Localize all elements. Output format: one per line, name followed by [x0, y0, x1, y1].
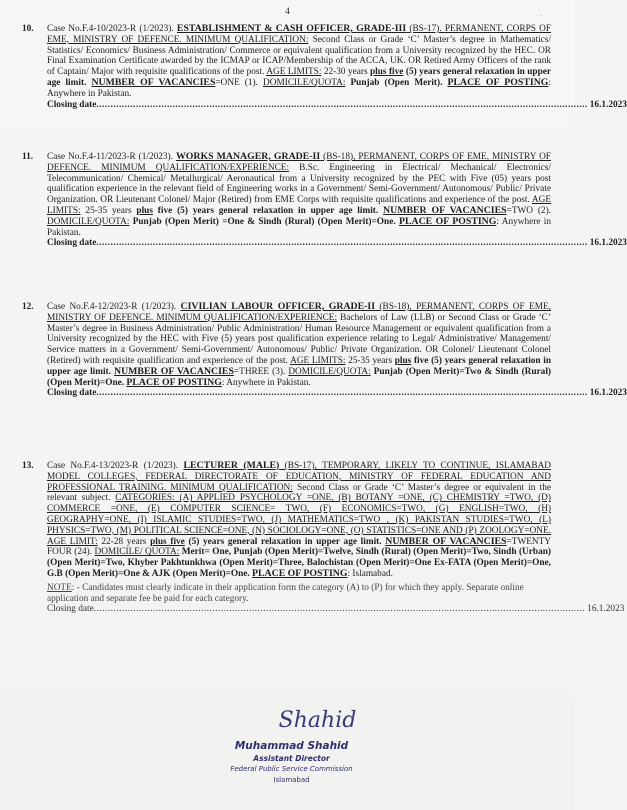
qualification-text: B.Sc. Engineering in Electrical/ Mechanical/ Electronics/ Telecommunication/ Chemical/ Metallurgical/ Aeronautical from a University recognized by the PEC with Five (05) years post qualification experience in the relevant field of Engineering works in a Government/ Semi-Government/ Autonomous/ Public/ Private Organization. OR Lieutenant Colonel/ Major (Retired) from EME Corps with requisite qualifications and experience of the post. — [47, 162, 551, 206]
domicile-label: DOMICILE/ QUOTA: — [94, 547, 180, 558]
signatory-name: Muhammad Shahid — [234, 740, 349, 752]
domicile-text: Punjab (Open Merit) =One & Sindh (Rural) (Open Merit)=One. — [129, 216, 399, 227]
domicile-text: Merit= One, Punjab (Open Merit)=Twelve, Sindh (Rural) (Open Merit)=Two, Sindh (Urban) (Open Merit)=Two, Khyber Pakhtunkhwa (Open Merit)=Three, Balochistan (Open Merit)=One Ex-FATA (Open Merit)=One, G.B (Open Merit)=One & AJK (Open Merit)=One. — [47, 547, 551, 579]
case-number: Case No.F.4-10/2023-R (1/2023). — [47, 24, 177, 34]
posting-label: PLACE OF POSTING — [252, 567, 348, 579]
corner-mark: ˊ — [540, 14, 543, 22]
closing-date-label: Closing date — [47, 99, 97, 110]
posting-label: PLACE OF POSTING — [126, 376, 222, 388]
posting-text: : Anywhere in Pakistan. — [47, 77, 551, 99]
posting-text: : Islamabad. — [347, 568, 393, 579]
vacancies-text: =THREE (3). — [233, 366, 289, 377]
closing-date-row — [47, 238, 627, 249]
case-number: Case No.F.4-13/2023-R (1/2023). — [47, 461, 184, 471]
post-details: (BS-18), PERMANENT, CORPS OF EME, MINISTRY OF DEFENCE. MINIMUM QUALIFICATION/EXPERIENCE: — [47, 152, 551, 173]
case-number: Case No.F.4-11/2023-R (1/2023). — [47, 152, 176, 162]
entry-body — [47, 461, 551, 580]
signatory-office: Federal Public Service Commission — [230, 765, 353, 773]
vacancies-label: NUMBER OF VACANCIES — [114, 365, 234, 377]
closing-date-value: 16.1.2023 — [589, 388, 627, 399]
closing-date-row — [47, 388, 627, 399]
advertisement-entry-12 — [22, 301, 627, 399]
qualification-text: Bachelors of Law (LLB) or Second Class or Grade ‘C’ Master’s degree in Business Administration/ Public Administration/ Human Resource Management or equivalent qualification from a University recognized by the HEC with Five (5) years post qualification experience relating to Legal/ Administrative/ Management/ Service matters in a Government/ Semi-Government/ Autonomous/ Public/ Private Organization. OR Colonel/ Lieutenant Colonel (Retired) with requisite qualification and experience of the post. — [47, 312, 551, 366]
note-label: NOTE — [47, 582, 72, 593]
signatory-designation: Assistant Director — [253, 754, 330, 763]
case-number: Case No.F.4-12/2023-R (1/2023). — [47, 302, 181, 312]
age-limit-label: AGE LIMITS: — [47, 195, 551, 216]
posting-text: : Anywhere in Pakistan. — [47, 216, 551, 238]
closing-date-label: Closing date — [47, 604, 94, 615]
closing-date-row — [47, 604, 625, 615]
vacancies-text: =TWO (2). — [506, 205, 551, 216]
relaxation-text: five (5) years general relaxation in upper age limit. — [47, 355, 552, 377]
entry-body — [47, 24, 551, 100]
advertisement-entry-13 — [22, 460, 625, 615]
closing-date-label: Closing date — [47, 238, 97, 249]
relaxation-text: (5) years general relaxation in upper age limit. — [184, 536, 386, 547]
domicile-text: Punjab (Open Merit). — [345, 77, 448, 88]
plus-five: plus — [136, 205, 153, 216]
leader-dots: .............................................................................................................................................................................. — [96, 388, 588, 399]
posting-label: PLACE OF POSTING — [447, 76, 549, 88]
post-title: ESTABLISHMENT & CASH OFFICER, GRADE-III — [176, 23, 407, 34]
domicile-text: Punjab (Open Merit)=Two & Sindh (Rural) (Open Merit)=One. — [47, 366, 552, 388]
handwritten-signature: Shahid — [278, 708, 357, 733]
post-details: (BS-18), PERMANENT, CORPS OF EME, MINISTRY OF DEFENCE. MINIMUM QUALIFICATION/EXPERIENCE: — [47, 302, 551, 323]
entry-body — [47, 152, 551, 238]
vacancies-text: =TWENTY FOUR (24). — [47, 536, 551, 558]
closing-date-value: 16.1.2023 — [589, 238, 627, 249]
post-details: (BS-17), TEMPORARY, LIKELY TO CONTINUE, ISLAMABAD MODEL COLLEGES, FEDERAL DIRECTORATE OF EDUCATION, MINISTRY OF FEDERAL EDUCATION AND PROFESSIONAL TRAINING. MINIMUM QUALIFICATION: — [47, 461, 551, 493]
qualification-text: Second Class or Grade ‘C’ Master’s degree in Mathematics/ Statistics/ Economics/ Business Administration/ Commerce or equivalent qualification from a University recognized by the HEC. OR Final Examination Certificate awarded by the ICMAP or ICAP/Membership of the ACCA, UK. OR Retired Army Officers of the rank of Captain/ Major with requisite qualifications of the post. — [47, 34, 551, 78]
closing-date-label: Closing date — [47, 388, 97, 399]
vacancies-text: =ONE (1). — [215, 77, 264, 88]
entry-number: 13. — [22, 461, 34, 471]
plus-five: plus five — [150, 536, 185, 547]
leader-dots: .............................................................................................................................................................................. — [96, 238, 588, 249]
post-title: LECTURER (MALE) — [183, 460, 280, 471]
posting-text: : Anywhere in Pakistan. — [221, 377, 311, 388]
post-details: (BS-17). PERMANENT, CORPS OF EME, MINISTRY OF DEFENCE. MINIMUM QUALIFICATION: — [47, 24, 551, 45]
entry-number: 10. — [22, 24, 34, 34]
advertisement-entry-10 — [22, 23, 627, 110]
note-paragraph — [47, 583, 551, 605]
closing-date-row — [47, 99, 627, 111]
qualification-text: Second Class or Grade ‘C’ Master’s degree or equivalent in the relevant subject. — [47, 482, 551, 504]
age-limit-text: 25-35 years — [80, 205, 137, 216]
domicile-label: DOMICILE/QUOTA: — [47, 216, 130, 227]
post-title: WORKS MANAGER, GRADE-II — [175, 151, 321, 162]
age-limit-text: 25-35 years — [345, 355, 395, 366]
closing-date-value: 16.1.2023 — [587, 604, 625, 615]
vacancies-label: NUMBER OF VACANCIES — [383, 204, 507, 216]
vacancies-label: NUMBER OF VACANCIES — [91, 76, 216, 88]
leader-dots: .............................................................................................................................................................................. — [93, 604, 586, 615]
domicile-label: DOMICILE/QUOTA: — [263, 77, 346, 88]
vacancies-label: NUMBER OF VACANCIES — [385, 535, 507, 547]
age-limit-label: AGE LIMITS: — [290, 355, 346, 366]
categories-text: CATEGORIES: (A) APPLIED PSYCHOLOGY =ONE, (B) BOTANY =ONE, (C) CHEMISTRY =TWO, (D) COMMERCE =ONE, (E) COMPUTER SCIENCE= TWO, (F) ECONOMICS=TWO, (G) ENGLISH=TWO, (H) GEOGRAPHY=ONE, (I) ISLAMIC STUDIES=TWO, (J) MATHEMATICS=TWO , (K) PAKISTAN STUDIES=TWO, (L) PHYSICS=TWO, (M) POLITICAL SCIENCE=ONE, (N) SOCIOLOGY=ONE, (O) STATISTICS=ONE AND (P) ZOOLOGY=ONE. — [47, 493, 551, 536]
posting-label: PLACE OF POSTING — [398, 215, 497, 227]
advertisement-entry-11 — [22, 151, 627, 249]
closing-date-value: 16.1.2023 — [589, 99, 627, 110]
age-limit-label: AGE LIMITS: — [266, 67, 322, 78]
page-number: 4 — [285, 6, 290, 16]
age-limit-text: 22-30 years — [321, 67, 370, 78]
age-limit-text: 22-28 years — [97, 536, 151, 547]
entry-number: 11. — [22, 152, 34, 162]
age-limit-label: AGE LIMIT: — [47, 536, 98, 547]
post-title: CIVILIAN LABOUR OFFICER, GRADE-II — [180, 301, 376, 312]
note-text: : - Candidates must clearly indicate in their application form the category (A) to (P) for which they apply. Separate online application and separate fee be paid for each category. — [47, 582, 524, 604]
plus-five: plus — [394, 355, 412, 366]
entry-number: 12. — [22, 302, 34, 312]
plus-five: plus five — [370, 67, 404, 78]
relaxation-text: (5) years general relaxation in upper age limit. — [47, 67, 552, 88]
relaxation-text: five (5) years general relaxation in upper age limit. — [152, 205, 384, 216]
domicile-label: DOMICILE/QUOTA: — [288, 366, 371, 377]
signatory-city: Islamabad — [273, 776, 310, 784]
leader-dots: .............................................................................................................................................................................. — [96, 99, 588, 110]
entry-body — [47, 302, 551, 388]
